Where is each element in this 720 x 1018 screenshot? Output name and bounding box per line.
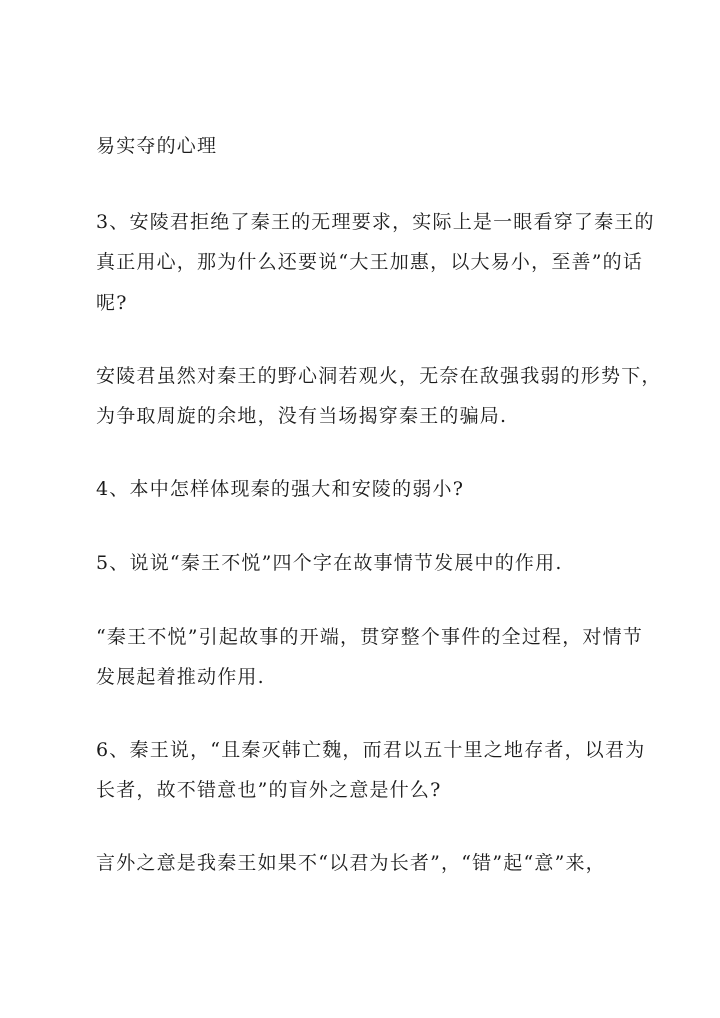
text-line: 言外之意是我秦王如果不“以君为长者”，“错”起“意”来，	[96, 852, 606, 874]
text-line: 长者，故不错意也”的盲外之意是什么?	[96, 779, 442, 801]
text-line: 安陵君虽然对秦王的野心洞若观火，无奈在敌强我弱的形势下，	[96, 365, 662, 387]
text-line: 4、本中怎样体现秦的强大和安陵的弱小?	[96, 478, 465, 500]
text-line: 为争取周旋的余地，没有当场揭穿秦王的骗局.	[96, 405, 508, 427]
text-line: 呢?	[96, 292, 128, 314]
text-line: 易实夺的心理	[96, 135, 218, 157]
text-line: 3、安陵君拒绝了秦王的无理要求，实际上是一眼看穿了秦王的	[96, 211, 655, 233]
text-line: 发展起着推动作用.	[96, 666, 265, 688]
text-line: “秦王不悦”引起故事的开端，贯穿整个事件的全过程，对情节	[96, 626, 644, 648]
text-line: 真正用心，那为什么还要说“大王加惠，以大易小，至善”的话	[96, 251, 644, 273]
text-line: 6、秦王说，“且秦灭韩亡魏，而君以五十里之地存者，以君为	[96, 739, 646, 761]
text-line: 5、说说“秦王不悦”四个字在故事情节发展中的作用.	[96, 552, 563, 574]
